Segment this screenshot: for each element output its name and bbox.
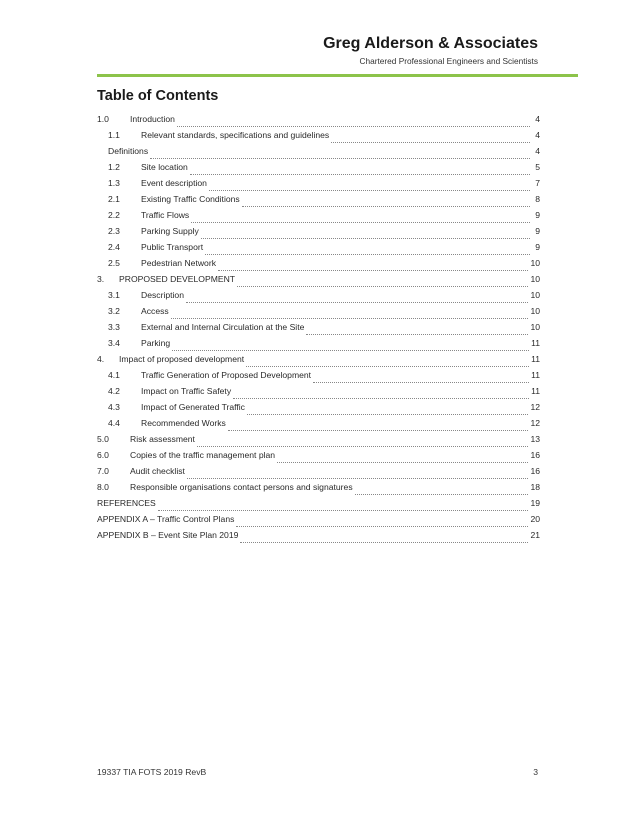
toc-entry-label: Risk assessment (130, 434, 195, 444)
toc-entry-label: Public Transport (141, 242, 204, 252)
toc-entry[interactable] (97, 354, 540, 370)
toc-entry-label: Copies of the traffic management plan (130, 450, 276, 460)
dot-leader (247, 408, 528, 415)
dot-leader (187, 472, 529, 479)
dot-leader (190, 168, 530, 175)
toc-entry-number: 2.1 (108, 194, 120, 204)
toc-entry-number: 4.1 (108, 370, 120, 380)
dot-leader (171, 312, 529, 319)
dot-leader (228, 424, 529, 431)
dot-leader (172, 344, 529, 351)
toc-entry[interactable] (97, 290, 540, 306)
toc-entry-number: 1.2 (108, 162, 120, 172)
dot-leader (242, 200, 530, 207)
toc-entry-label: Existing Traffic Conditions (141, 194, 240, 204)
toc-entry-page: 11 (531, 386, 540, 396)
dot-leader (246, 360, 529, 367)
dot-leader (236, 520, 528, 527)
document-reference: 19337 TIA FOTS 2019 RevB (97, 767, 207, 777)
toc-entry[interactable] (97, 194, 540, 210)
toc-entry-number: 4.4 (108, 418, 120, 428)
dot-leader (237, 280, 528, 287)
toc-entry[interactable] (97, 434, 540, 450)
toc-entry-label: Description (141, 290, 184, 300)
toc-entry-label: APPENDIX B – Event Site Plan 2019 (97, 530, 239, 540)
dot-leader (240, 536, 528, 543)
dot-leader (313, 376, 529, 383)
toc-entry-number: 3.1 (108, 290, 120, 300)
header-divider (97, 74, 578, 77)
toc-entry-page: 10 (530, 306, 540, 316)
toc-entry-page: 11 (531, 354, 540, 364)
toc-entry-label: PROPOSED DEVELOPMENT (119, 274, 236, 284)
toc-entry-label: Access (141, 306, 169, 316)
toc-entry-label: Audit checklist (130, 466, 185, 476)
toc-entry-page: 20 (530, 514, 540, 524)
toc-entry-page: 4 (535, 130, 540, 140)
dot-leader (233, 392, 529, 399)
toc-entry-label: APPENDIX A – Traffic Control Plans (97, 514, 235, 524)
toc-entry-label: Pedestrian Network (141, 258, 216, 268)
toc-entry-label: REFERENCES (97, 498, 156, 508)
toc-entry-label: Relevant standards, specifications and guidelines (141, 130, 330, 140)
toc-entry-label: External and Internal Circulation at the Site (141, 322, 305, 332)
dot-leader (209, 184, 530, 191)
toc-entry-number: 8.0 (97, 482, 109, 492)
toc-entry-number: 1.1 (108, 130, 120, 140)
dot-leader (191, 216, 530, 223)
toc-entry-number: 1.0 (97, 114, 109, 124)
dot-leader (277, 456, 528, 463)
toc-entry-number: 3.4 (108, 338, 120, 348)
toc-entry-page: 16 (530, 450, 540, 460)
toc-entry[interactable] (97, 450, 540, 466)
toc-entry[interactable] (97, 162, 540, 178)
toc-entry[interactable] (97, 226, 540, 242)
toc-entry[interactable] (97, 482, 540, 498)
toc-entry-page: 10 (530, 258, 540, 268)
toc-entry[interactable] (97, 466, 540, 482)
toc-entry-label: Parking Supply (141, 226, 199, 236)
toc-entry-page: 11 (531, 370, 540, 380)
toc-entry-page: 18 (530, 482, 540, 492)
toc-entry-page: 10 (530, 322, 540, 332)
toc-entry[interactable] (97, 370, 540, 386)
toc-entry-page: 4 (535, 146, 540, 156)
dot-leader (158, 504, 529, 511)
toc-entry-label: Impact on Traffic Safety (141, 386, 232, 396)
toc-entry-label: Traffic Generation of Proposed Development (141, 370, 312, 380)
toc-entry-page: 21 (530, 530, 540, 540)
toc-entry-page: 13 (530, 434, 540, 444)
toc-title: Table of Contents (97, 88, 219, 104)
toc-entry-number: 2.5 (108, 258, 120, 268)
toc-entry[interactable] (97, 530, 540, 546)
toc-entry[interactable] (97, 306, 540, 322)
toc-entry-page: 4 (535, 114, 540, 124)
toc-entry-page: 10 (530, 274, 540, 284)
toc-entry-number: 5.0 (97, 434, 109, 444)
toc-entry-number: 4.3 (108, 402, 120, 412)
toc-entry-page: 7 (535, 178, 540, 188)
toc-entry-page: 19 (530, 498, 540, 508)
toc-entry[interactable] (97, 514, 540, 530)
toc-entry-label: Recommended Works (141, 418, 226, 428)
toc-entry-number: 3. (97, 274, 105, 284)
toc-entry-page: 8 (535, 194, 540, 204)
toc-entry-page: 12 (530, 402, 540, 412)
toc-entry-label: Parking (141, 338, 171, 348)
dot-leader (177, 120, 530, 127)
dot-leader (355, 488, 529, 495)
toc-entry-number: 7.0 (97, 466, 109, 476)
company-tagline: Chartered Professional Engineers and Scientists (359, 56, 538, 66)
dot-leader (205, 248, 530, 255)
toc-entry-number: 2.4 (108, 242, 120, 252)
toc-entry[interactable] (97, 338, 540, 354)
toc-entry-label: Introduction (130, 114, 175, 124)
dot-leader (150, 152, 530, 159)
toc-entry-label: Impact of Generated Traffic (141, 402, 245, 412)
toc-entry-number: 4.2 (108, 386, 120, 396)
toc-entry[interactable] (97, 322, 540, 338)
toc-entry-page: 10 (530, 290, 540, 300)
toc-entry[interactable] (97, 178, 540, 194)
toc-entry-label: Traffic Flows (141, 210, 190, 220)
toc-entry-number: 2.3 (108, 226, 120, 236)
toc-entry[interactable] (97, 274, 540, 290)
toc-entry-number: 2.2 (108, 210, 120, 220)
dot-leader (201, 232, 530, 239)
toc-entry[interactable] (97, 402, 540, 418)
toc-entry-number: 4. (97, 354, 105, 364)
toc-entry[interactable] (97, 498, 540, 514)
dot-leader (197, 440, 528, 447)
page-number: 3 (533, 767, 538, 777)
toc-entry-label: Site location (141, 162, 188, 172)
toc-entry-number: 6.0 (97, 450, 109, 460)
toc-entry-page: 9 (535, 242, 540, 252)
toc-entry-page: 16 (530, 466, 540, 476)
toc-entry-page: 9 (535, 210, 540, 220)
toc-entry-page: 9 (535, 226, 540, 236)
toc-entry-page: 12 (530, 418, 540, 428)
toc-entry-number: 3.2 (108, 306, 120, 316)
dot-leader (331, 136, 530, 143)
dot-leader (306, 328, 528, 335)
toc-entry-label: Impact of proposed development (119, 354, 245, 364)
toc-entry-page: 11 (531, 338, 540, 348)
company-name: Greg Alderson & Associates (323, 35, 538, 52)
toc-entry[interactable] (97, 258, 540, 274)
toc-entry-number: 1.3 (108, 178, 120, 188)
toc-entry-label: Event description (141, 178, 207, 188)
table-of-contents (97, 114, 540, 546)
toc-entry[interactable] (97, 114, 540, 130)
dot-leader (218, 264, 528, 271)
toc-entry[interactable] (97, 242, 540, 258)
toc-entry[interactable] (97, 130, 540, 146)
toc-entry-page: 5 (535, 162, 540, 172)
toc-entry[interactable] (97, 418, 540, 434)
toc-entry[interactable] (97, 146, 540, 162)
dot-leader (186, 296, 528, 303)
toc-entry[interactable] (97, 210, 540, 226)
toc-entry[interactable] (97, 386, 540, 402)
toc-entry-number: 3.3 (108, 322, 120, 332)
toc-entry-label: Responsible organisations contact persons and signatures (130, 482, 353, 492)
toc-entry-label: Definitions (108, 146, 149, 156)
